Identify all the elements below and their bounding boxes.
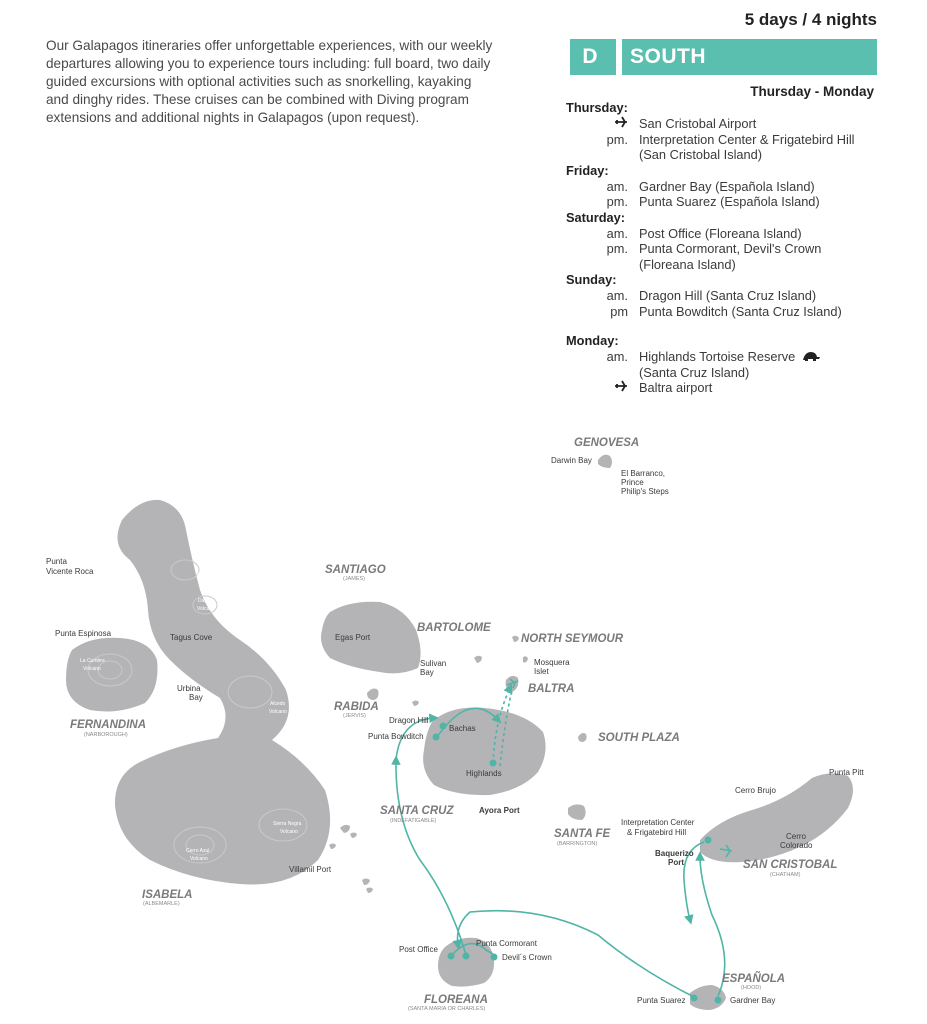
day-label: Saturday: — [566, 209, 626, 225]
port-label: Port — [668, 858, 684, 867]
islet — [366, 888, 373, 894]
itinerary-row — [566, 179, 906, 195]
island-name: SANTIAGO — [325, 564, 386, 576]
itinerary-banner — [570, 39, 877, 75]
activity-cell — [639, 349, 821, 365]
island-name: GENOVESA — [574, 437, 640, 449]
place-label: Punta Suarez — [637, 996, 686, 1005]
north-seymour-island — [512, 636, 519, 642]
islet — [362, 879, 370, 886]
itinerary-row — [566, 241, 906, 257]
activity-text: Gardner Bay (Española Island) — [639, 178, 815, 194]
banner-divider — [616, 39, 622, 75]
place-label: Punta Pitt — [829, 768, 864, 777]
volcano-label: Darwin — [198, 598, 214, 604]
south-plaza-island — [578, 733, 587, 742]
place-label: Philip's Steps — [621, 487, 669, 496]
island-name: FLOREANA — [424, 994, 488, 1006]
site-marker — [433, 734, 440, 741]
rabida-island — [367, 689, 379, 700]
time-label: am. — [606, 178, 628, 194]
plane-icon — [566, 116, 628, 132]
day-thursday — [566, 100, 906, 163]
island-alt-name: (BARRINGTON) — [557, 841, 598, 847]
tortoise-icon — [801, 350, 821, 366]
plane-icon — [566, 380, 628, 396]
time-label: pm — [610, 303, 628, 319]
place-label: & Frigatebird Hill — [627, 828, 687, 837]
time-label: pm. — [606, 131, 628, 147]
island-name: SOUTH PLAZA — [598, 732, 680, 744]
site-marker — [440, 723, 447, 730]
time-label: pm. — [606, 241, 628, 256]
intro-text: Our Galapagos itineraries offer unforgettable experiences, with our weekly departures allowing you to experience tours including: full board, two daily guided excursions with optional activities such as snorkelling, kayaking and dinghy rides. These cruises can be combined with Diving program extensions and additional nights in Galapagos (upon request). — [46, 38, 493, 125]
fernandina-island — [66, 638, 158, 712]
place-label: Gardner Bay — [730, 996, 776, 1005]
place-label: Colorado — [780, 841, 813, 850]
place-label: Highlands — [466, 769, 502, 778]
islet — [350, 833, 357, 839]
place-label: Bachas — [449, 724, 476, 733]
volcano-label: La Cumbre — [80, 658, 105, 664]
place-label: Punta Espinosa — [55, 629, 112, 638]
place-label: Cerro Brujo — [735, 786, 776, 795]
duration-label: 5 days / 4 nights — [744, 10, 877, 29]
islet — [340, 825, 350, 833]
time-label: pm. — [606, 194, 628, 209]
island-name: NORTH SEYMOUR — [521, 633, 624, 645]
volcano-label: Volcano — [269, 709, 287, 715]
place-label: Punta Bowditch — [368, 732, 424, 741]
site-marker — [490, 760, 497, 767]
port-label: Ayora Port — [479, 806, 520, 815]
place-label: El Barranco, — [621, 469, 666, 478]
itinerary-letter: D — [582, 45, 598, 68]
day-monday — [566, 333, 906, 396]
island-alt-name: (INDEFATIGABLE) — [390, 818, 437, 824]
place-label: Prince — [621, 478, 644, 487]
site-marker — [448, 953, 455, 960]
island-name: RABIDA — [334, 701, 379, 713]
site-marker — [705, 837, 712, 844]
place-label: Cerro — [786, 832, 807, 841]
activity-text: Punta Cormorant, Devil's Crown — [639, 241, 822, 256]
island-alt-name: (HOOD) — [741, 985, 762, 991]
island-name: ISABELA — [142, 889, 193, 901]
itinerary-list — [566, 100, 906, 396]
day-label: Thursday: — [566, 100, 628, 115]
itinerary-row — [566, 226, 906, 242]
place-label: Tagus Cove — [170, 633, 213, 642]
activity-text: Baltra airport — [639, 380, 713, 395]
time-label: am. — [606, 225, 628, 241]
site-marker — [691, 995, 698, 1002]
volcano-label: Cerro Azul — [186, 848, 210, 854]
santa-cruz-island — [423, 708, 545, 796]
day-label: Monday: — [566, 333, 619, 348]
day-friday — [566, 163, 906, 210]
itinerary-row — [566, 349, 906, 365]
itinerary-row — [566, 116, 906, 132]
activity-text: Post Office (Floreana Island) — [639, 225, 802, 241]
activity-text: Punta Suarez (Española Island) — [639, 194, 820, 209]
place-label: Devil´s Crown — [502, 953, 552, 962]
place-label: Mosquera — [534, 658, 570, 667]
volcano-label: Alcedo — [270, 701, 286, 707]
day-sunday — [566, 272, 906, 319]
islet — [412, 701, 419, 707]
place-label: Punta Cormorant — [476, 939, 537, 948]
island-alt-name: (ALBEMARLE) — [143, 901, 180, 907]
place-label: Egas Port — [335, 633, 371, 642]
site-marker — [715, 997, 722, 1004]
volcano-label: Wolf — [199, 564, 209, 570]
island-name: BARTOLOME — [417, 622, 491, 634]
days-range: Thursday - Monday — [750, 84, 874, 99]
place-label: Villamil Port — [289, 865, 332, 874]
place-label: Post Office — [399, 945, 438, 954]
itinerary-row — [566, 380, 906, 396]
place-label: Dragon Hill — [389, 716, 429, 725]
island-name: FERNANDINA — [70, 719, 147, 731]
place-label: Sulivan — [420, 659, 447, 668]
galapagos-map — [0, 420, 927, 1024]
itinerary-row — [566, 365, 906, 381]
island-name: SANTA CRUZ — [380, 805, 454, 817]
island-name: SAN CRISTOBAL — [743, 859, 838, 871]
place-label: Punta — [46, 557, 67, 566]
itinerary-name: SOUTH — [630, 45, 706, 68]
island-alt-name: (JAMES) — [343, 576, 365, 582]
place-label: Islet — [534, 667, 549, 676]
place-label: Bay — [420, 668, 434, 677]
island-alt-name: (CHATHAM) — [770, 872, 801, 878]
itinerary-row — [566, 304, 906, 320]
place-label: Vicente Roca — [46, 567, 94, 576]
time-label: am. — [606, 349, 628, 364]
site-marker — [463, 953, 470, 960]
site-marker — [491, 954, 498, 961]
place-label: Interpretation Center — [621, 818, 695, 827]
island-name: BALTRA — [528, 683, 575, 695]
island-alt-name: (JERVIS) — [343, 713, 366, 719]
volcano-label: Volcano — [197, 606, 215, 612]
place-label: Darwin Bay — [551, 456, 592, 465]
island-name: SANTA FE — [554, 828, 611, 840]
volcano-label: Sierra Negra — [273, 821, 302, 827]
mosquera-islet — [523, 656, 528, 662]
volcano-label: Volcano — [196, 572, 214, 578]
place-label: Urbina — [177, 684, 201, 693]
island-name: ESPAÑOLA — [722, 973, 786, 985]
port-label: Baquerizo — [655, 849, 694, 858]
activity-text: Highlands Tortoise Reserve — [639, 349, 796, 364]
island-alt-name: (NARBOROUGH) — [84, 732, 128, 738]
day-label: Sunday: — [566, 272, 617, 287]
island-alt-name: (SANTA MARIA OR CHARLES) — [408, 1006, 486, 1012]
activity-text: Punta Bowditch (Santa Cruz Island) — [639, 303, 842, 319]
itinerary-row — [566, 194, 906, 210]
itinerary-row — [566, 257, 906, 273]
activity-text: (Floreana Island) — [639, 256, 736, 272]
place-label: Bay — [189, 693, 203, 702]
itinerary-row — [566, 147, 906, 163]
islet — [329, 844, 336, 850]
activity-text: Dragon Hill (Santa Cruz Island) — [639, 288, 817, 303]
volcano-label: Volcano — [190, 856, 208, 862]
volcano-label: Volcano — [280, 829, 298, 835]
activity-text: (Santa Cruz Island) — [639, 364, 750, 380]
itinerary-row — [566, 132, 906, 148]
time-label: am. — [606, 288, 628, 303]
activity-text: Interpretation Center & Frigatebird Hill — [639, 131, 855, 147]
volcano-label: Volcano — [83, 666, 101, 672]
bartolome-island — [474, 656, 482, 663]
itinerary-row — [566, 288, 906, 304]
activity-text: (San Cristobal Island) — [639, 147, 763, 162]
activity-text: San Cristobal Airport — [639, 116, 757, 131]
genovesa-island — [598, 455, 612, 468]
santa-fe-island — [568, 804, 586, 820]
day-saturday — [566, 210, 906, 273]
day-label: Friday: — [566, 162, 609, 178]
